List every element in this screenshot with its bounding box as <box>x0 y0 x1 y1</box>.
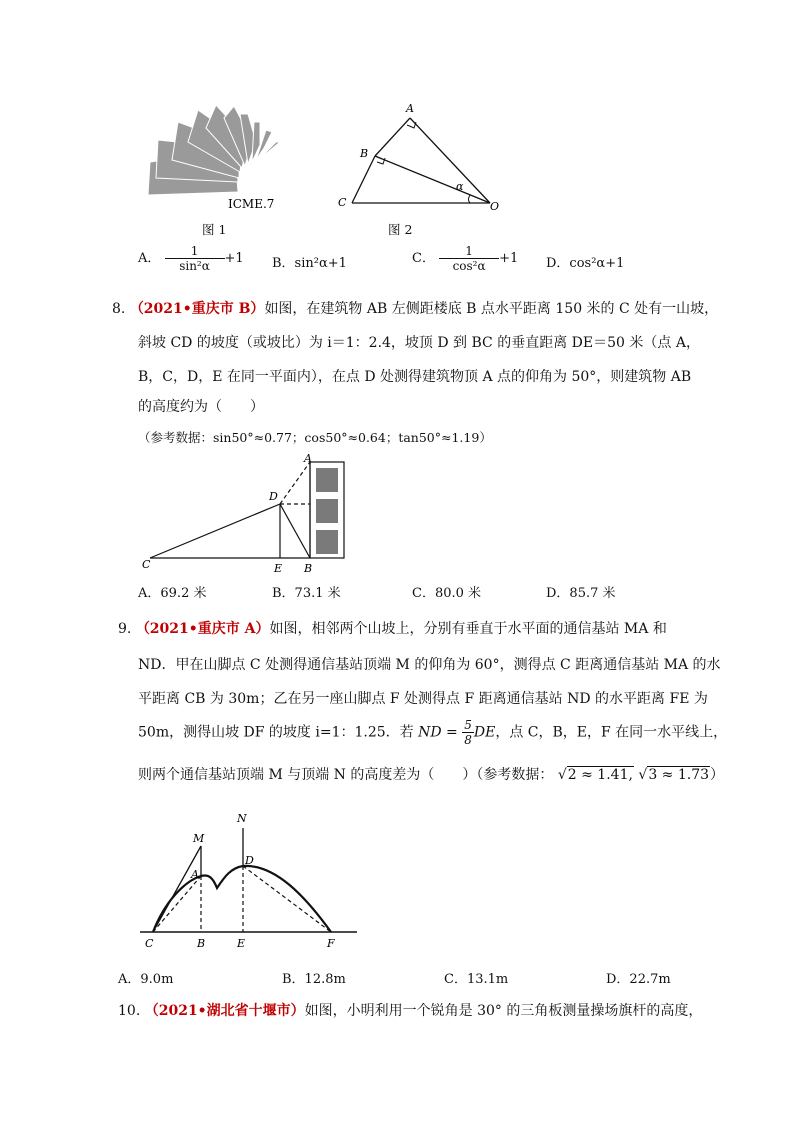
q8-figure <box>138 452 358 574</box>
q9-line-4: 50m，测得山坡 DF 的坡度 i=1：1.25．若 ND = $\frac{5}{8}$ DE，点 C，B，E，F 在同一水平线上， <box>138 718 728 747</box>
q8-option-a: A．69.2 米 <box>138 586 207 601</box>
q7-option-d: D．cos²α+1 <box>546 256 625 271</box>
q7-option-c-fraction: $\frac{1}{\text{cos²α}}$ <box>439 244 499 273</box>
figure-1-icme-logo <box>140 100 290 215</box>
q9-option-d: D．22.7m <box>606 972 671 987</box>
icme-label: ICME.7 <box>228 197 275 211</box>
q9-label-c: C <box>145 937 154 950</box>
q8-option-c: C．80.0 米 <box>412 586 482 601</box>
q10-source: （2021•湖北省十堰市） <box>144 1003 305 1019</box>
q8-option-d: D．85.7 米 <box>546 586 616 601</box>
q9-line-2: ND．甲在山脚点 C 处测得通信基站顶端 M 的仰角为 60°，测得点 C 距离通信基站 MA 的水 <box>138 657 721 673</box>
q8-line-2: 斜坡 CD 的坡度（或坡比）为 i＝1：2.4，坡顶 D 到 BC 的垂直距离 DE＝50 米（点 A， <box>138 335 700 351</box>
q7-option-c: C． $\frac{1}{\text{cos²α}}$ +1 <box>412 244 519 273</box>
q10-line-1: 10. （2021•湖北省十堰市）如图，小明利用一个锐角是 30° 的三角板测量操场旗杆的高度， <box>118 1003 703 1019</box>
q9-source: （2021•重庆市 A） <box>135 621 270 637</box>
q8-label-e: E <box>274 562 283 574</box>
q9-label-d: D <box>245 854 254 867</box>
q8-label-d: D <box>269 490 278 503</box>
q9-label-e: E <box>237 937 246 950</box>
q9-ref-sqrt2: √2 ≈ 1.41, <box>557 767 633 783</box>
q9-line-5: 则两个通信基站顶端 M 与顶端 N 的高度差为（ ）（参考数据： √2 ≈ 1.41, √3 ≈ 1.73） <box>138 767 725 783</box>
q7-option-a-fraction: $\frac{1}{\text{sin²α}}$ <box>165 244 225 273</box>
fig2-label-b: B <box>360 147 369 160</box>
q8-label-b: B <box>304 562 313 574</box>
fig2-label-o: O <box>490 200 500 213</box>
q9-line-3: 平距离 CB 为 30m；乙在另一座山脚点 F 处测得点 F 距离通信基站 ND 的水平距离 FE 为 <box>138 691 708 707</box>
q9-label-n: N <box>237 812 247 825</box>
q7-option-a: A． $\frac{1}{\text{sin²α}}$ +1 <box>138 244 244 273</box>
q8-line-4: 的高度约为（ ） <box>138 399 264 415</box>
q8-line-3: B，C，D，E 在同一平面内），在点 D 处测得建筑物顶 A 点的仰角为 50°，则建筑物 AB <box>138 369 692 385</box>
q8-label-a: A <box>304 452 312 465</box>
q9-ref-sqrt3: √3 ≈ 1.73 <box>638 767 710 783</box>
q8-reference-data: （参考数据：sin50°≈0.77；cos50°≈0.64；tan50°≈1.19） <box>138 430 492 445</box>
q10-number: 10. <box>118 1003 141 1019</box>
fig2-label-a: A <box>406 102 414 115</box>
figure-2-triangle <box>330 98 510 218</box>
q8-source: （2021•重庆市 B） <box>129 301 265 317</box>
q9-label-a: A <box>191 868 199 881</box>
q9-option-b: B．12.8m <box>282 972 346 987</box>
q9-number: 9. <box>118 621 132 637</box>
figure-2-caption: 图 2 <box>388 222 413 237</box>
q9-label-b: B <box>197 937 206 950</box>
q9-label-f: F <box>327 937 335 950</box>
q9-nd-formula: ND = <box>418 724 458 741</box>
fig2-label-c: C <box>338 196 347 209</box>
q9-option-a: A．9.0m <box>118 972 174 987</box>
q9-figure <box>135 806 365 956</box>
q8-building <box>310 462 344 558</box>
q9-fraction-5-8: $\frac{5}{8}$ <box>464 718 472 747</box>
q9-option-c: C．13.1m <box>444 972 509 987</box>
q8-option-b: B．73.1 米 <box>272 586 341 601</box>
fig2-angle-label: α <box>456 180 464 193</box>
q8-number: 8. <box>112 301 126 317</box>
figure-1-caption: 图 1 <box>202 222 227 237</box>
q9-label-m: M <box>193 832 205 845</box>
q9-line-1: 9. （2021•重庆市 A）如图，相邻两个山坡上，分别有垂直于水平面的通信基站 MA 和 <box>118 621 667 637</box>
q8-label-c: C <box>142 558 151 571</box>
icme-fan-shapes <box>148 105 280 195</box>
q7-option-b: B．sin²α+1 <box>272 256 347 271</box>
q8-line-1: 8. （2021•重庆市 B）如图，在建筑物 AB 左侧距楼底 B 点水平距离 150 米的 C 处有一山坡， <box>112 301 719 317</box>
